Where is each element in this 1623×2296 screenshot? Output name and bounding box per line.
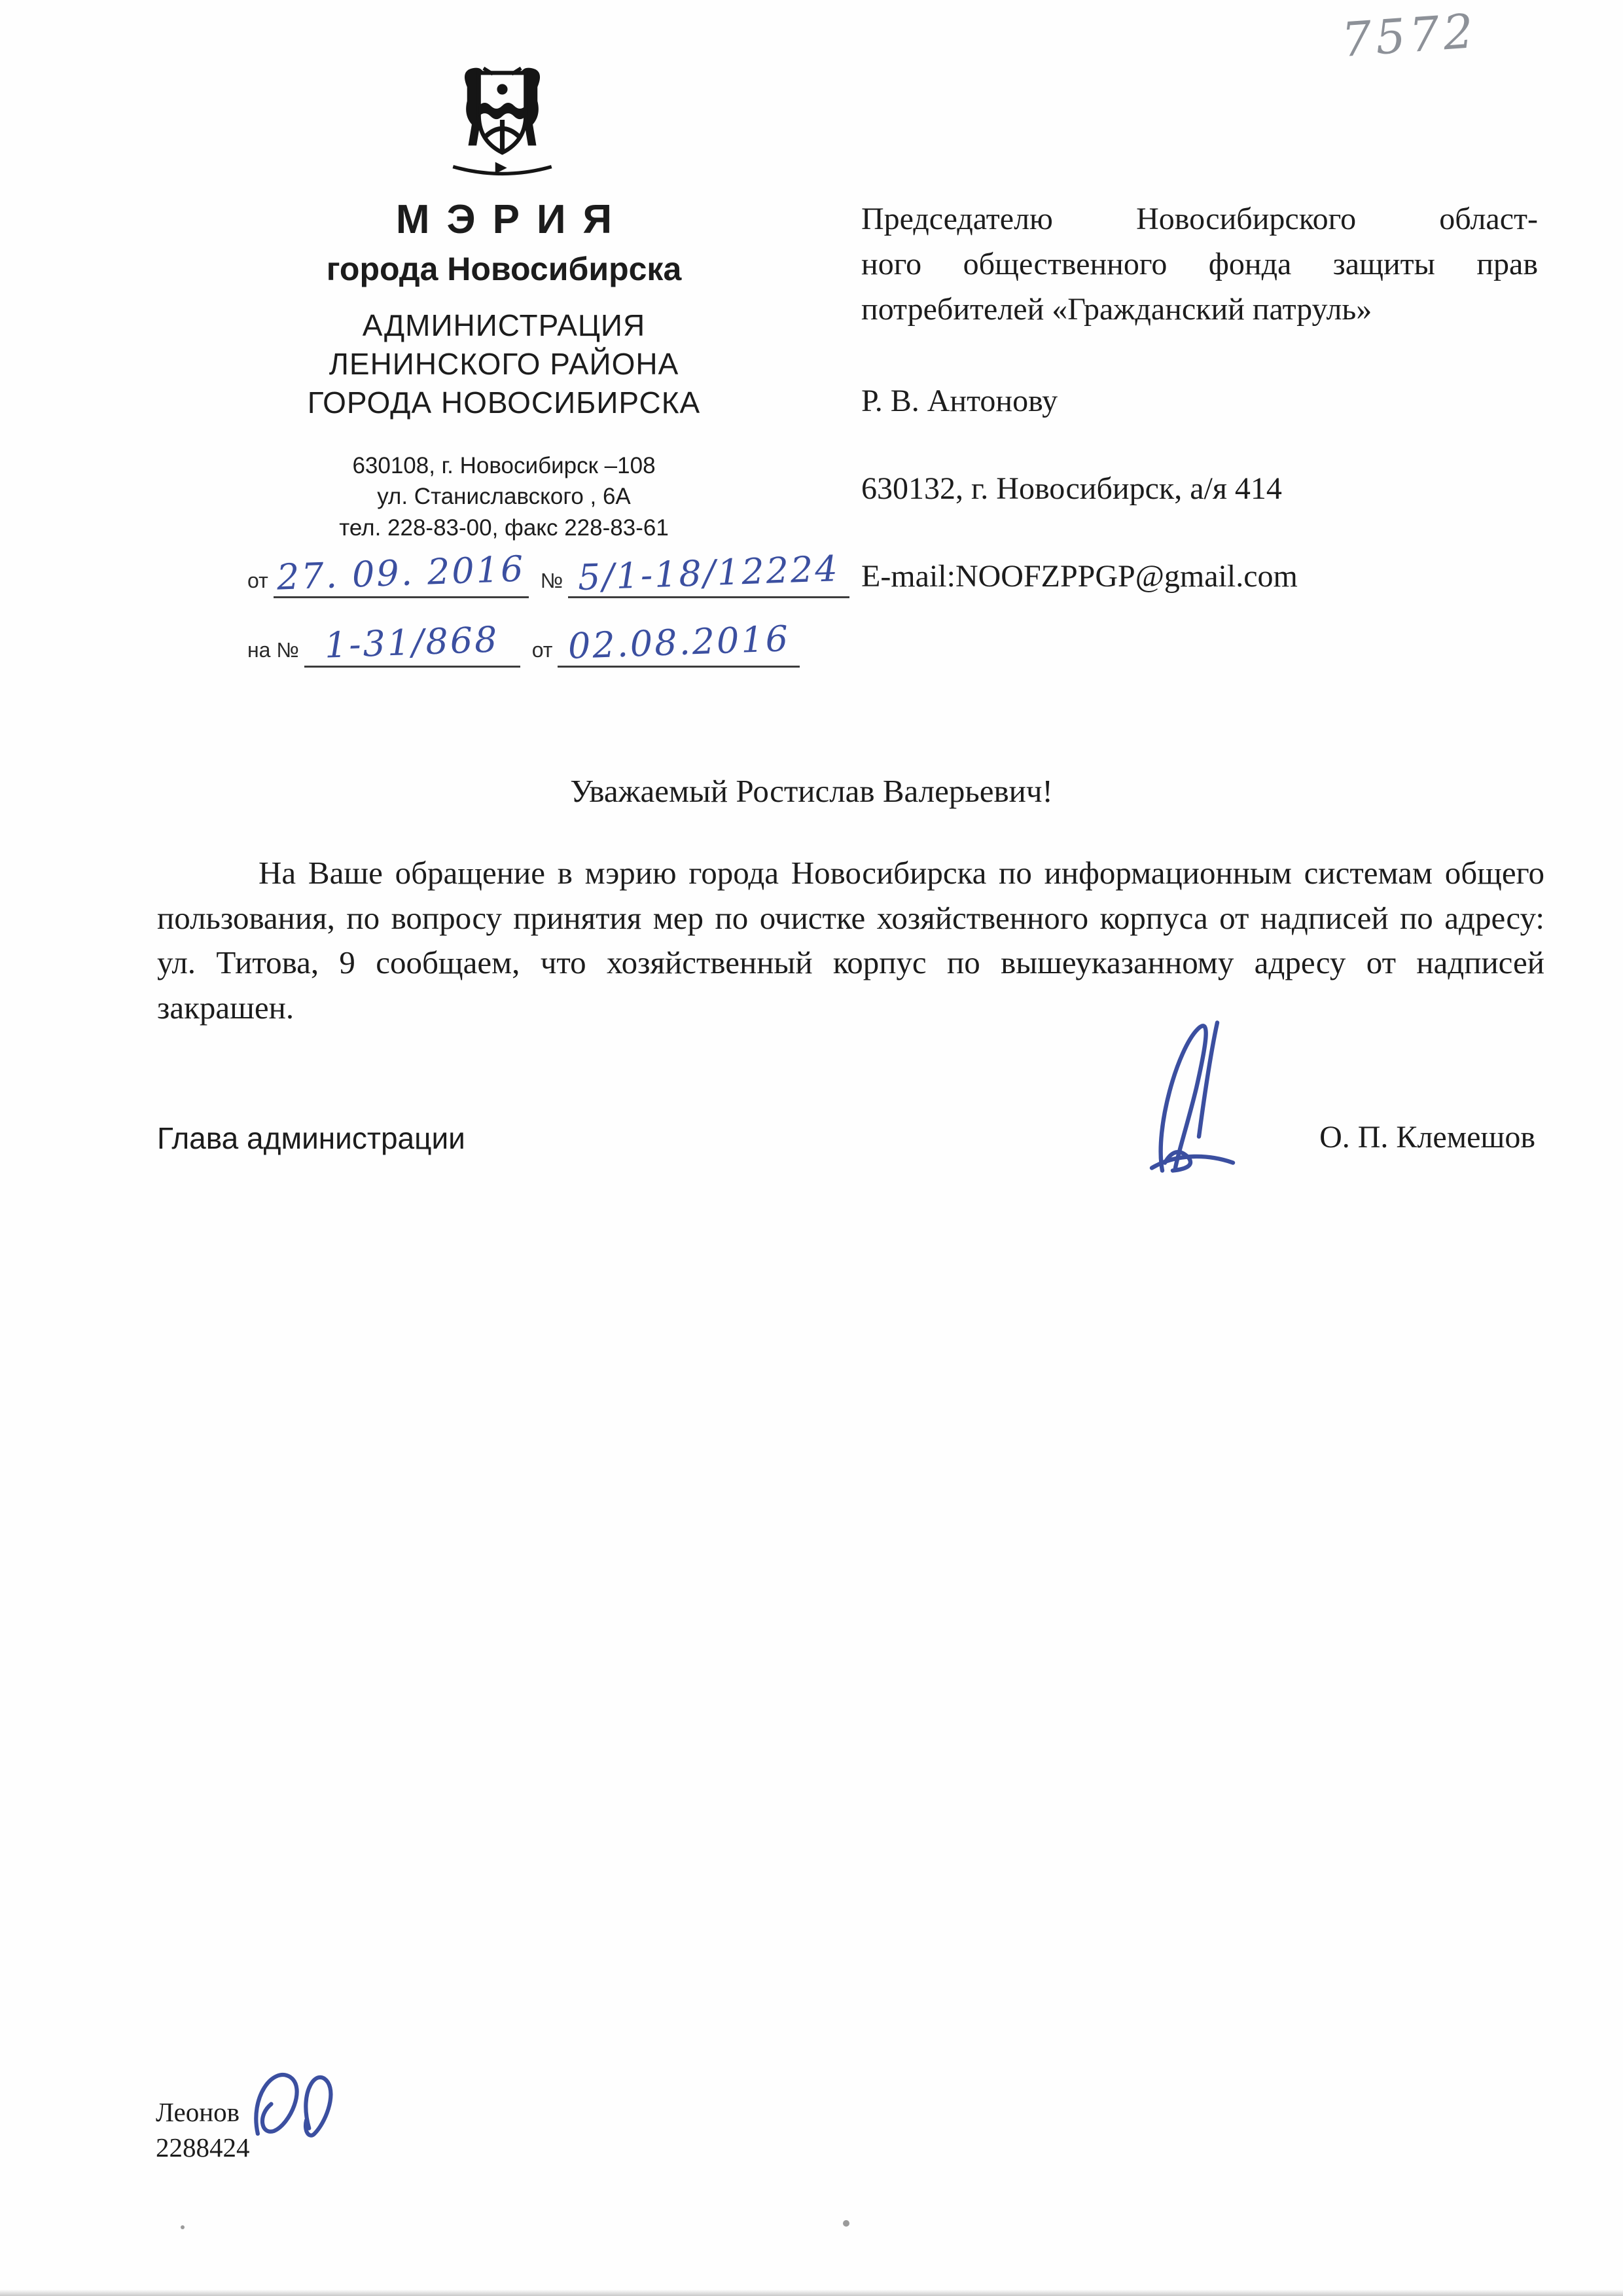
signer-title: Глава администрации	[157, 1121, 465, 1155]
salutation: Уважаемый Ростислав Валерьевич!	[570, 773, 1053, 809]
sender-org-city: города Новосибирска	[326, 251, 682, 287]
sender-address-line: тел. 228-83-00, факс 228-83-61	[339, 514, 669, 541]
signer-name: О. П. Клемешов	[1319, 1120, 1535, 1155]
incoming-reference-line	[247, 618, 902, 685]
handwritten-incoming-date: 02.08.2016	[567, 618, 791, 667]
recipient-email: E-mail:NOOFZPPGP@gmail.com	[861, 559, 1298, 594]
recipient-org-line: потребителей «Гражданский патруль»	[861, 292, 1372, 327]
recipient-block	[861, 196, 1538, 598]
recipient-postal-address: 630132, г. Новосибирск, а/я 414	[861, 471, 1282, 506]
sender-address	[255, 450, 753, 543]
ref-number-label: №	[540, 569, 563, 592]
recipient-organization	[861, 196, 1538, 332]
handwritten-initials	[239, 2050, 347, 2151]
sender-address-line: 630108, г. Новосибирск –108	[352, 453, 656, 478]
executor-name: Леонов	[156, 2097, 240, 2127]
recipient-org-line: ного общественного фонда защиты прав	[861, 247, 1538, 281]
recipient-org-line: Председателю Новосибирского област-	[861, 202, 1538, 236]
sender-address-line: ул. Станиславского , 6А	[377, 484, 631, 510]
executor-phone: 2288424	[156, 2132, 250, 2163]
novosibirsk-coat-of-arms-icon	[432, 60, 573, 179]
scan-bottom-edge	[0, 2289, 1623, 2296]
sender-department-line: ГОРОДА НОВОСИБИРСКА	[307, 385, 701, 420]
scan-artifact	[181, 2225, 185, 2229]
handwritten-outgoing-date: 27. 09. 2016	[276, 548, 526, 598]
recipient-person-name: Р. В. Антонову	[861, 384, 1058, 418]
handwritten-signature	[1139, 1014, 1270, 1181]
ref-from-label: от	[247, 569, 268, 592]
sender-org-name: МЭРИЯ	[395, 197, 630, 242]
scan-artifact	[843, 2220, 849, 2227]
executor-block	[156, 2094, 250, 2165]
handwritten-registration-number: 7572	[1340, 3, 1479, 68]
ref-reply-date-label: от	[531, 638, 553, 662]
sender-department	[255, 306, 753, 422]
sender-department-line: АДМИНИСТРАЦИЯ	[362, 308, 646, 342]
ref-reply-label: на №	[247, 638, 299, 662]
body-paragraph: На Ваше обращение в мэрию города Новосибирска по информационным системам общего пользования, по вопросу принятия мер по очистке хозяйственного корпуса от надписей по адресу: ул. Титова, 9 сообщаем, что хозяйственный корпус по вышеуказанному адресу от надписей закрашен.	[157, 855, 1544, 1026]
sender-department-line: ЛЕНИНСКОГО РАЙОНА	[329, 346, 679, 381]
outgoing-reference-line	[247, 548, 902, 615]
reference-lines	[247, 548, 902, 694]
handwritten-incoming-number: 1-31/868	[324, 619, 500, 666]
handwritten-outgoing-number: 5/1-18/12224	[577, 548, 840, 598]
